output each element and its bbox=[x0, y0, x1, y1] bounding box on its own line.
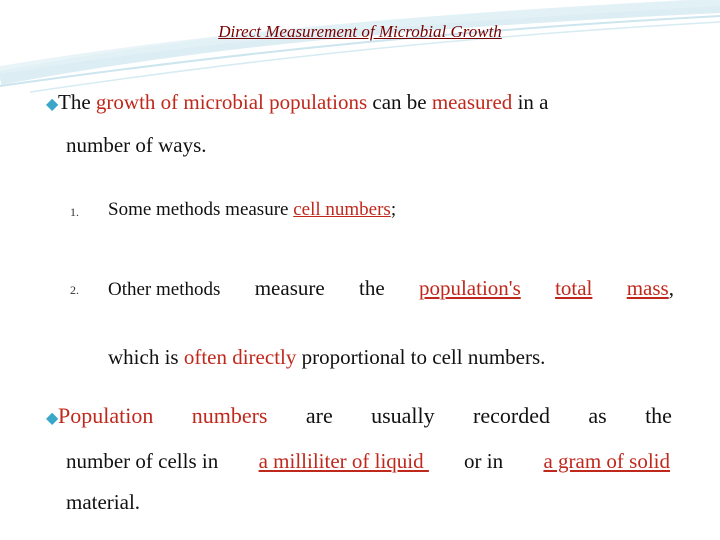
list-item-2-line-2 bbox=[108, 345, 545, 370]
text-segment: Some methods measure bbox=[108, 199, 294, 220]
bullet-1-line-1 bbox=[46, 90, 548, 115]
highlight-text: mass bbox=[626, 276, 669, 300]
text-segment: , bbox=[668, 276, 674, 300]
text-segment: The bbox=[58, 90, 96, 114]
highlight-text: cell numbers bbox=[293, 199, 391, 220]
text-segment: in a bbox=[512, 90, 549, 114]
highlight-text: numbers bbox=[191, 403, 268, 428]
bullet-2-line-1 bbox=[46, 403, 672, 429]
bullet-icon: ◆ bbox=[46, 96, 59, 113]
text-segment: Other methods bbox=[108, 279, 221, 300]
text-segment: as bbox=[588, 403, 607, 428]
highlight-text: growth of microbial populations bbox=[95, 90, 368, 114]
bullet-icon: ◆ bbox=[46, 410, 59, 427]
slide-title: Direct Measurement of Microbial Growth bbox=[218, 22, 502, 41]
list-item-2-line-1 bbox=[108, 276, 674, 301]
text-segment: measure bbox=[254, 276, 325, 300]
text-segment: or in bbox=[464, 449, 509, 473]
list-item-1 bbox=[108, 199, 396, 221]
highlight-text: a milliliter of liquid bbox=[258, 449, 429, 473]
highlight-text: Population bbox=[58, 403, 154, 428]
highlight-text: measured bbox=[431, 90, 513, 114]
text-segment: are bbox=[305, 403, 333, 428]
text-segment: ; bbox=[390, 199, 397, 220]
highlight-text: often directly bbox=[183, 345, 297, 369]
text-segment: number of cells in bbox=[66, 449, 224, 473]
list-number: 1. bbox=[70, 205, 79, 219]
text-segment: can be bbox=[367, 90, 432, 114]
text-segment: usually bbox=[371, 403, 435, 428]
bullet-1-line-2: number of ways. bbox=[66, 133, 207, 157]
text-segment: the bbox=[359, 276, 385, 300]
highlight-text: a gram of solid bbox=[543, 449, 670, 473]
bullet-2-line-2 bbox=[66, 449, 670, 474]
text-segment: the bbox=[645, 403, 672, 428]
highlight-text: total bbox=[555, 276, 593, 300]
text-segment: which is bbox=[108, 345, 184, 369]
highlight-text: population's bbox=[418, 276, 521, 300]
list-number: 2. bbox=[70, 283, 79, 297]
text-segment: recorded bbox=[473, 403, 550, 428]
bullet-2-line-3: material. bbox=[66, 490, 141, 514]
text-segment: proportional to cell numbers. bbox=[296, 345, 546, 369]
